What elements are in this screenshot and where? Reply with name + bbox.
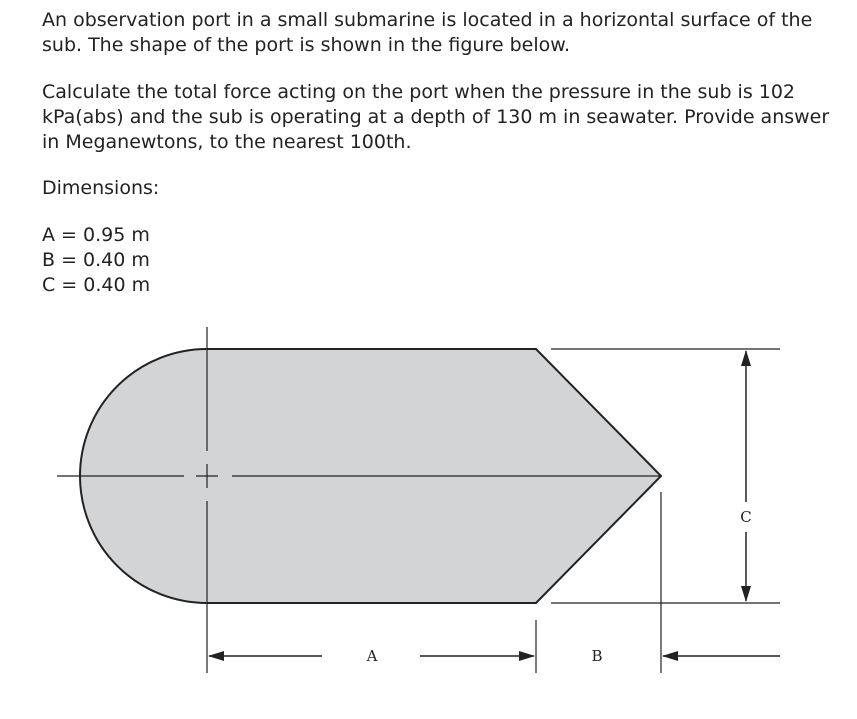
problem-question: Calculate the total force acting on the port when the pressure in the sub is 102 kPa(abs) and the sub is operating at a depth of 130 m in seawater. Provide answer in Meganewtons, to the nearest 100th. <box>42 81 830 153</box>
dimensions-heading: Dimensions: <box>42 177 160 199</box>
dimension-a: A = 0.95 m <box>42 224 150 246</box>
dimension-c: C = 0.40 m <box>42 274 151 296</box>
dimension-b-label: B <box>591 647 603 665</box>
dimension-a-label: A <box>366 647 378 665</box>
dimension-c-label: C <box>740 508 752 526</box>
problem-intro: An observation port in a small submarine is located in a horizontal surface of the sub. The shape of the port is shown in the figure below. <box>42 9 813 56</box>
dimension-b: B = 0.40 m <box>42 249 150 271</box>
